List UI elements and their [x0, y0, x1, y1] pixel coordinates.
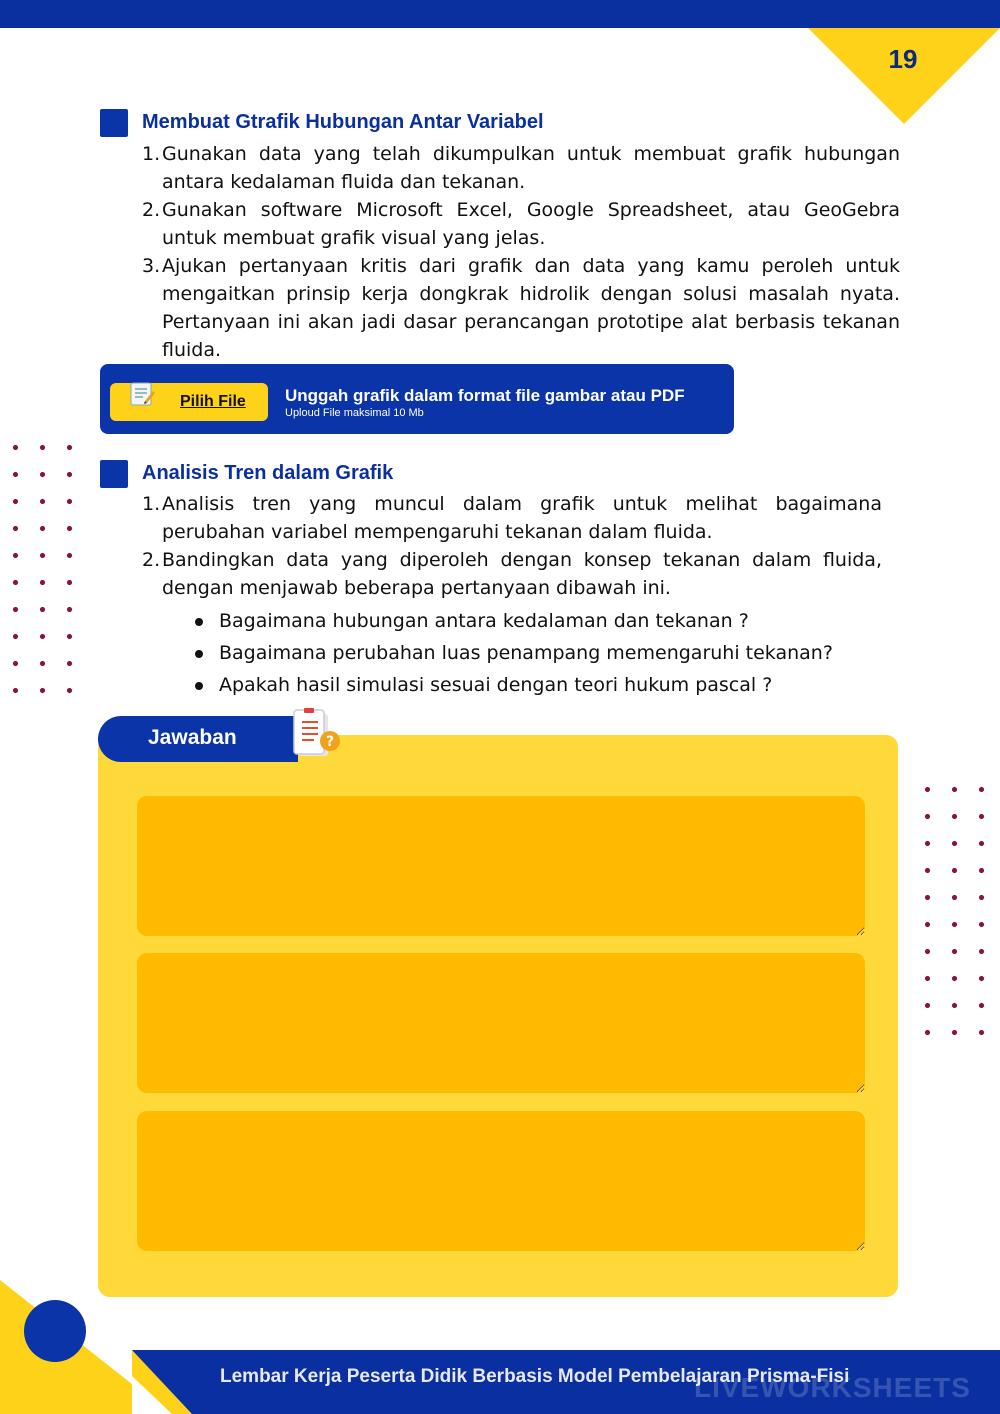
list-number: 1.	[142, 143, 161, 165]
list-text: Ajukan pertanyaan kritis dari grafik dan data yang kamu peroleh untuk mengaitkan prinsip kerja dongkrak hidrolik dengan solusi masalah nyata. Pertanyaan ini akan jadi dasar perancangan prototipe alat berbasis tekanan fluida.	[162, 255, 900, 361]
section-marker	[100, 460, 128, 488]
list-item	[142, 490, 882, 546]
top-bar	[0, 0, 1000, 28]
section2-list	[142, 490, 882, 602]
list-text: Analisis tren yang muncul dalam grafik untuk melihat bagaimana perubahan variabel mempengaruhi tekanan dalam fluida.	[162, 493, 882, 543]
list-item	[142, 140, 900, 196]
list-number: 2.	[142, 549, 161, 571]
document-question-icon	[292, 708, 342, 768]
liveworksheets-watermark: LIVEWORKSHEETS	[694, 1372, 971, 1403]
choose-file-button[interactable]	[110, 383, 268, 421]
list-item	[142, 196, 900, 252]
decorative-dots-right	[914, 776, 995, 1046]
choose-file-label: Pilih File	[180, 393, 246, 410]
upload-subtitle: Uploud File maksimal 10 Mb	[285, 407, 424, 419]
page-corner-triangle	[808, 28, 1000, 124]
question-item: Apakah hasil simulasi sesuai dengan teori hukum pascal ?	[195, 669, 895, 701]
list-number: 2.	[142, 199, 161, 221]
answer-field-2[interactable]	[137, 953, 865, 1093]
answer-field-1[interactable]	[137, 796, 865, 936]
list-text: Bandingkan data yang diperoleh dengan konsep tekanan dalam fluida, dengan menjawab beberapa pertanyaan dibawah ini.	[162, 549, 882, 599]
list-number: 3.	[142, 255, 161, 277]
list-number: 1.	[142, 493, 161, 515]
list-text: Gunakan software Microsoft Excel, Google Spreadsheet, atau GeoGebra untuk membuat grafik visual yang jelas.	[162, 199, 900, 249]
section1-list	[142, 140, 900, 364]
section2-heading: Analisis Tren dalam Grafik	[142, 462, 394, 484]
list-item	[142, 252, 900, 364]
footer-band-notch	[132, 1350, 222, 1414]
decorative-dots-left	[2, 434, 83, 704]
question-item: Bagaimana perubahan luas penampang memengaruhi tekanan?	[195, 637, 895, 669]
question-item: Bagaimana hubungan antara kedalaman dan tekanan ?	[195, 605, 895, 637]
question-list	[195, 605, 895, 701]
answer-field-3[interactable]	[137, 1111, 865, 1251]
section1-heading: Membuat Gtrafik Hubungan Antar Variabel	[142, 111, 544, 133]
list-text: Gunakan data yang telah dikumpulkan untuk membuat grafik hubungan antara kedalaman fluida dan tekanan.	[162, 143, 900, 193]
section-marker	[100, 109, 128, 137]
upload-title: Unggah grafik dalam format file gambar atau PDF	[285, 386, 685, 405]
answer-label: Jawaban	[148, 726, 237, 749]
page-number: 19	[888, 44, 918, 74]
list-item	[142, 546, 882, 602]
svg-text:?: ?	[325, 734, 335, 750]
footer-text: Lembar Kerja Peserta Didik Berbasis Model Pembelajaran Prisma-Fisi	[220, 1366, 850, 1387]
notepad-icon	[128, 379, 156, 412]
